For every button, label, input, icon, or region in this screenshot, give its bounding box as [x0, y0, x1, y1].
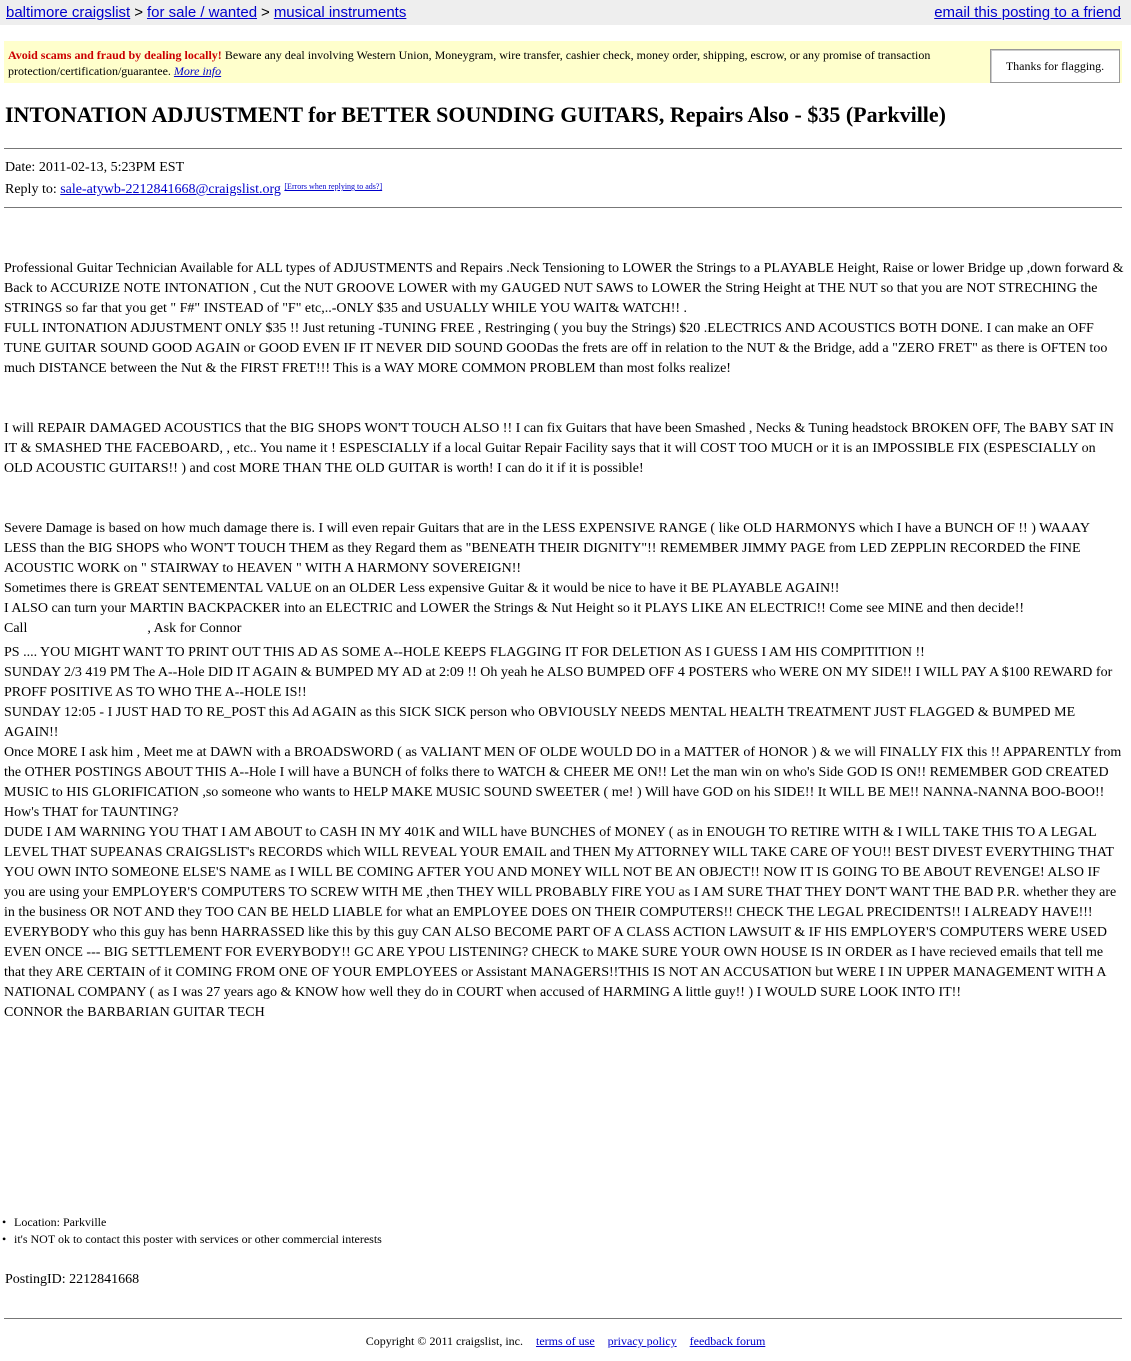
body-paragraph: EVERYBODY who this guy has benn HARRASSED like this by this guy CAN ALSO BECOME PART OF A CLASS ACTION LAWSUIT & IF HIS EMPLOYER'S COMPUTERS WERE USED EVEN ONCE --- BIG SETTLEMENT FOR EVERYBODY!! GC ARE YPOU LISTENING? CHECK to MAKE SURE YOUR OWN HOUSE IS IN ORDER as I have recieved emails that tell me that they ARE CERTAIN of it COMING FROM ONE OF YOUR EMPLOYEES or Assistant MANAGERS!!THIS IS NOT AN ACCUSATION but WERE I IN UPPER MANAGEMENT WITH A NATIONAL COMPANY ( as I was 27 years ago & KNOW how well they do in COURT when accused of HARMING A little guy!! ) I WOULD SURE LOOK INTO IT!!: [4, 925, 1107, 1000]
reply-errors-link[interactable]: [Errors when replying to ads?]: [284, 182, 383, 191]
top-bar: [0, 0, 1131, 25]
feedback-forum-link[interactable]: feedback forum: [689, 1334, 766, 1348]
body-paragraph: SUNDAY 2/3 419 PM The A--Hole DID IT AGAIN & BUMPED MY AD at 2:09 !! Oh yeah he ALSO BUMPED OFF 4 POSTERS who WERE ON MY SIDE!! I WILL PAY A $100 REWARD for PROFF POSITIVE AS TO WHO THE A--HOLE IS!!: [4, 665, 1113, 700]
body-paragraph: FULL INTONATION ADJUSTMENT ONLY $35 !! Just retuning -TUNING FREE , Restringing ( you buy the Strings) $20 .ELECTRICS AND ACOUSTICS BOTH DONE. I can make an OFF TUNE GUITAR SOUND GOOD AGAIN or GOOD EVEN IF IT NEVER DID SOUND GOODas the frets are off in relation to the NUT & the Bridge, add a "ZERO FRET" as there is OFTEN too much DISTANCE between the Nut & the FIRST FRET!!! This is a WAY MORE COMMON PROBLEM than most folks realize!: [4, 321, 1108, 376]
more-info-link[interactable]: More info: [173, 64, 222, 78]
flag-status-box: Thanks for flagging.: [990, 49, 1120, 83]
body-paragraph: Professional Guitar Technician Available for ALL types of ADJUSTMENTS and Repairs .Neck Tensioning to LOWER the Strings to a PLAYABLE Height, Raise or lower Bridge up ,down forward & Back to ACCURIZE NOTE INTONATION , Cut the NUT GROOVE LOWER with my GAUGED NUT SAWS to LOWER the String Height at THE NUT so that you are NOT STRECHING the STRINGS so far that you get " F#" INSTEAD of "F" etc,..-ONLY $35 and USUALLY WHILE YOU WAIT& WATCH!! .: [4, 261, 1124, 316]
location-item: [0, 1214, 382, 1231]
date-label: Date:: [5, 160, 36, 175]
body-paragraph: I will REPAIR DAMAGED ACOUSTICS that the BIG SHOPS WON'T TOUCH ALSO !! I can fix Guitars that have been Smashed , Necks & Tuning headstock BROKEN OFF, The BABY SAT IN IT & SMASHED THE FACEBOARD, , etc.. You name it ! ESPESCIALLY if a local Guitar Repair Facility says that it will COST TOO MUCH or it is an IMPOSSIBLE FIX (ESPESCIALLY on OLD ACOUSTIC GUITARS!! ) and cost MORE THAN THE OLD GUITAR is worth! I can do it if it is possible!: [4, 421, 1114, 476]
terms-of-use-link[interactable]: terms of use: [536, 1334, 595, 1348]
date-value: 2011-02-13, 5:23PM EST: [38, 160, 185, 175]
location-text: Location: Parkville: [14, 1215, 107, 1229]
scam-warning-text: [8, 47, 968, 79]
breadcrumb: [6, 4, 406, 21]
divider: [4, 148, 1122, 149]
body-paragraph: Severe Damage is based on how much damage there is. I will even repair Guitars that are in the LESS EXPENSIVE RANGE ( like OLD HARMONYS which I have a BUNCH OF !! ) WAAAY LESS than the BIG SHOPS who WON'T TOUCH THEM as they Regard them as "BENEATH THEIR DIGNITY"!! REMEMBER JIMMY PAGE from LED ZEPPLIN RECORDED the FINE ACOUSTIC WORK on " STAIRWAY to HEAVEN " WITH A HARMONY SOVEREIGN!!: [4, 521, 1090, 576]
reply-to: [5, 182, 382, 198]
breadcrumb-musical-instruments[interactable]: musical instruments: [273, 4, 407, 21]
body-paragraph: Sometimes there is GREAT SENTEMENTAL VALUE on an OLDER Less expensive Guitar & it would be nice to have it BE PLAYABLE AGAIN!!: [4, 581, 840, 596]
contact-notice-item: [0, 1231, 382, 1248]
reply-label: Reply to:: [5, 182, 57, 197]
posting-date: [5, 160, 184, 176]
copyright: Copyright © 2011 craigslist, inc.: [365, 1334, 524, 1348]
body-paragraph: PS .... YOU MIGHT WANT TO PRINT OUT THIS AD AS SOME A--HOLE KEEPS FLAGGING IT FOR DELETION AS I GUESS I AM HIS COMPITITION !!: [4, 645, 925, 660]
posting-id: PostingID: 2212841668: [5, 1272, 140, 1287]
contact-notice-text: it's NOT ok to contact this poster with services or other commercial interests: [14, 1232, 382, 1246]
body-paragraph: SUNDAY 12:05 - I JUST HAD TO RE_POST this Ad AGAIN as this SICK SICK person who OBVIOUSLY NEEDS MENTAL HEALTH TREATMENT JUST FLAGGED & BUMPED ME AGAIN!!: [4, 705, 1076, 740]
breadcrumb-for-sale-wanted[interactable]: for sale / wanted: [146, 4, 258, 21]
reply-email-link[interactable]: sale-atywb-2212841668@craigslist.org: [60, 182, 281, 197]
call-line: [4, 619, 1124, 639]
breadcrumb-separator: >: [261, 4, 270, 21]
body-paragraph: DUDE I AM WARNING YOU THAT I AM ABOUT to CASH IN MY 401K and WILL have BUNCHES of MONEY ( as in ENOUGH TO RETIRE WITH & I WILL TAKE THIS TO A LEGAL LEVEL THAT SUPEANAS CRAIGSLIST's RECORDS which WILL REVEAL YOUR EMAIL and THEN My ATTORNEY WILL TAKE CARE OF YOU!! BEST DIVEST EVERYTHING THAT YOU OWN INTO SOMEONE ELSE'S NAME as I WILL BE COMING AFTER YOU AND MONEY WILL NOT BE AN OBJECT!! NOW IT IS GOING TO BE ABOUT REVENGE! ALSO IF you are using your EMPLOYER'S COMPUTERS TO SCREW WITH ME ,then THEY WILL PROBABLY FIRE YOU as I AM SURE THAT THEY DON'T WANT THE BAD P.R. whether they are in the business OR NOT AND they TOO CAN BE HELD LIABLE for what an EMPLOYEE DOES ON THEIR COMPUTERS!! CHECK THE LEGAL PRECIDENTS!! I ALREADY HAVE!!!: [4, 825, 1117, 920]
breadcrumb-separator: >: [134, 4, 143, 21]
scam-warning-heading: Avoid scams and fraud by dealing locally!: [8, 48, 222, 62]
bullet-icon: •: [2, 1215, 7, 1229]
call-prefix: Call: [4, 621, 28, 636]
privacy-policy-link[interactable]: privacy policy: [607, 1334, 677, 1348]
scam-warning-box: [4, 41, 1122, 83]
signature: CONNOR the BARBARIAN GUITAR TECH: [4, 1005, 265, 1020]
scam-warning-body: Beware any deal involving Western Union, Moneygram, wire transfer, cashier check, money order, shipping, escrow, or any promise of transaction protection/certification/guarantee.: [8, 48, 931, 78]
posting-details-list: [0, 1214, 382, 1248]
divider: [4, 1318, 1122, 1319]
call-suffix: , Ask for Connor: [147, 621, 242, 636]
body-paragraph: I ALSO can turn your MARTIN BACKPACKER into an ELECTRIC and LOWER the Strings & Nut Height so it PLAYS LIKE AN ELECTRIC!! Come see MINE and then decide!!: [4, 601, 1025, 616]
bullet-icon: •: [2, 1232, 7, 1246]
footer: [0, 1334, 1131, 1349]
email-posting-link[interactable]: email this posting to a friend: [934, 4, 1121, 21]
posting-title: INTONATION ADJUSTMENT for BETTER SOUNDING GUITARS, Repairs Also - $35 (Parkville): [5, 102, 947, 127]
posting-body: [4, 259, 1124, 1023]
divider: [4, 207, 1122, 208]
body-paragraph: Once MORE I ask him , Meet me at DAWN with a BROADSWORD ( as VALIANT MEN OF OLDE WOULD DO in a MATTER of HONOR ) & we will FINALLY FIX this !! APPARENTLY from the OTHER POSTINGS ABOUT THIS A--Hole I will have a BUNCH of folks there to WATCH & CHEER ME ON!! Let the man win on who's Side GOD IS ON!! REMEMBER GOD CREATED MUSIC to HIS GLORIFICATION ,so someone who wants to HELP MAKE MUSIC SOUND SWEETER ( me! ) Will have GOD on his SIDE!! It WILL BE ME!! NANNA-NANNA BOO-BOO!! How's THAT for TAUNTING?: [4, 745, 1122, 820]
breadcrumb-baltimore-craigslist[interactable]: baltimore craigslist: [6, 4, 131, 21]
